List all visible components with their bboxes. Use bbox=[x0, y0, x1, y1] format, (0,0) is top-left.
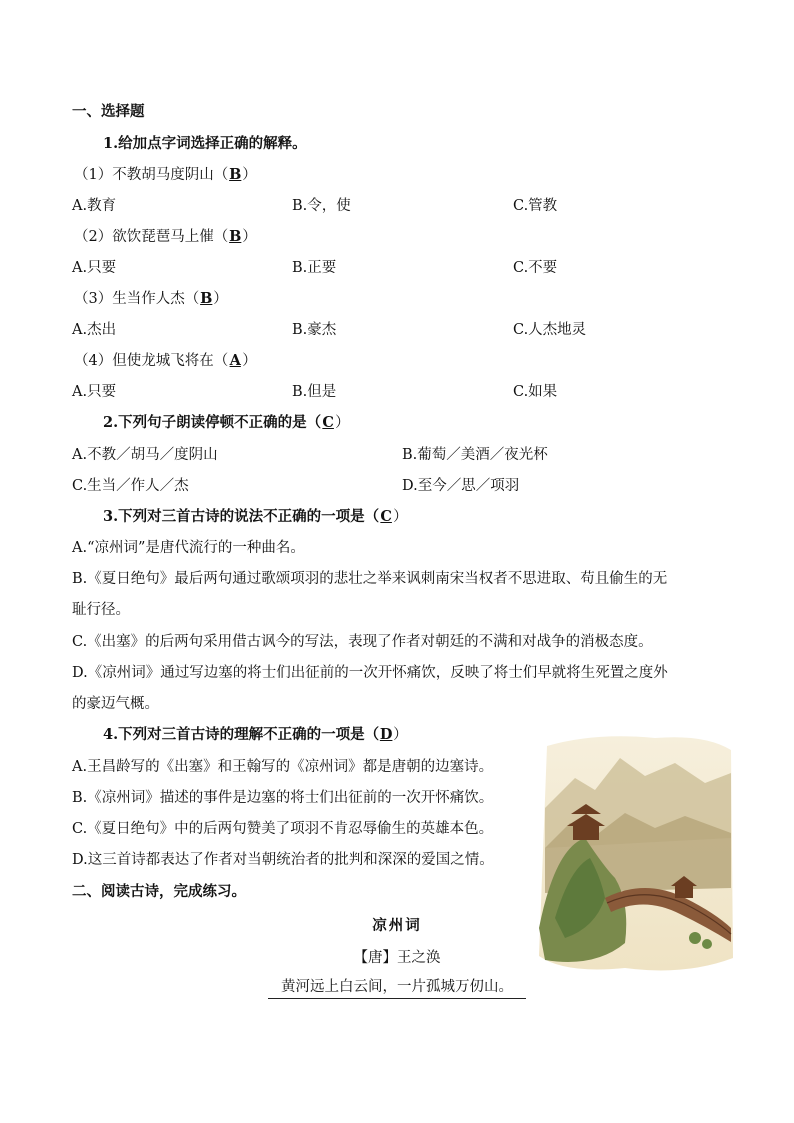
q2-option-a: A.不教／胡马／度阴山 bbox=[72, 447, 218, 463]
poem-line-1: 黄河远上白云间，一片孤城万仞山。 bbox=[268, 975, 526, 999]
q1-item1-answer: B bbox=[229, 166, 242, 183]
q1-item1-option-c: C.管教 bbox=[513, 198, 558, 214]
q1-item4-option-c: C.如果 bbox=[513, 384, 558, 400]
q4-option-d: D.这三首诗都表达了作者对当朝统治者的批判和深深的爱国之情。 bbox=[72, 852, 494, 868]
q3-answer: C bbox=[380, 508, 392, 525]
poem-title: 凉州词 bbox=[372, 917, 422, 934]
q1-item3-answer: B bbox=[200, 290, 213, 307]
q3-stem: 3.下列对三首古诗的说法不正确的一项是（C） bbox=[103, 508, 408, 525]
q4-option-b: B.《凉州词》描述的事件是边塞的将士们出征前的一次开怀痛饮。 bbox=[72, 790, 494, 806]
q3-option-c: C.《出塞》的后两句采用借古讽今的写法，表现了作者对朝廷的不满和对战争的消极态度。 bbox=[72, 634, 653, 650]
q1-item1-prompt: （1）不教胡马度阴山（B） bbox=[74, 166, 257, 183]
q2-option-c: C.生当／作人／杰 bbox=[72, 478, 189, 494]
q2-stem: 2.下列句子朗读停顿不正确的是（C） bbox=[103, 414, 350, 431]
q3-option-b-cont: 耻行径。 bbox=[72, 602, 130, 618]
q1-stem: 1.给加点字词选择正确的解释。 bbox=[103, 135, 307, 152]
q2-option-b: B.葡萄／美酒／夜光杯 bbox=[402, 447, 548, 463]
q4-option-a: A.王昌龄写的《出塞》和王翰写的《凉州词》都是唐朝的边塞诗。 bbox=[72, 759, 494, 775]
q1-item1-option-a: A.教育 bbox=[72, 198, 117, 214]
q1-item3-option-c: C.人杰地灵 bbox=[513, 322, 587, 338]
q1-item4-answer: A bbox=[229, 352, 241, 369]
q1-item3-option-a: A.杰出 bbox=[72, 322, 117, 338]
q1-item2-option-b: B.正要 bbox=[292, 260, 337, 276]
great-wall-illustration bbox=[535, 728, 735, 978]
q1-item1-option-b: B.令，使 bbox=[292, 198, 351, 214]
q1-item2-option-a: A.只要 bbox=[72, 260, 117, 276]
q3-option-d: D.《凉州词》通过写边塞的将士们出征前的一次开怀痛饮，反映了将士们早就将生死置之度外 bbox=[72, 665, 668, 681]
q4-stem: 4.下列对三首古诗的理解不正确的一项是（D） bbox=[103, 726, 408, 743]
q3-option-d-cont: 的豪迈气概。 bbox=[72, 696, 159, 712]
section1-heading: 一、选择题 bbox=[72, 103, 145, 120]
q1-item4-option-b: B.但是 bbox=[292, 384, 337, 400]
poem-author: 【唐】王之涣 bbox=[353, 950, 441, 966]
q1-item3-option-b: B.豪杰 bbox=[292, 322, 337, 338]
q4-answer: D bbox=[379, 726, 393, 743]
q4-option-c: C.《夏日绝句》中的后两句赞美了项羽不肯忍辱偷生的英雄本色。 bbox=[72, 821, 494, 837]
q3-option-a: A.“凉州词”是唐代流行的一种曲名。 bbox=[72, 540, 305, 556]
q1-item2-prompt: （2）欲饮琵琶马上催（B） bbox=[74, 228, 257, 245]
q2-option-d: D.至今／思／项羽 bbox=[402, 478, 520, 494]
q2-answer: C bbox=[322, 414, 334, 431]
q1-item2-answer: B bbox=[229, 228, 242, 245]
section2-heading: 二、阅读古诗，完成练习。 bbox=[72, 883, 246, 900]
q1-item4-option-a: A.只要 bbox=[72, 384, 117, 400]
q3-option-b: B.《夏日绝句》最后两句通过歌颂项羽的悲壮之举来讽刺南宋当权者不思进取、苟且偷生的无 bbox=[72, 571, 668, 587]
q1-item4-prompt: （4）但使龙城飞将在（A） bbox=[74, 352, 257, 369]
q1-item2-option-c: C.不要 bbox=[513, 260, 558, 276]
q1-item3-prompt: （3）生当作人杰（B） bbox=[74, 290, 228, 307]
